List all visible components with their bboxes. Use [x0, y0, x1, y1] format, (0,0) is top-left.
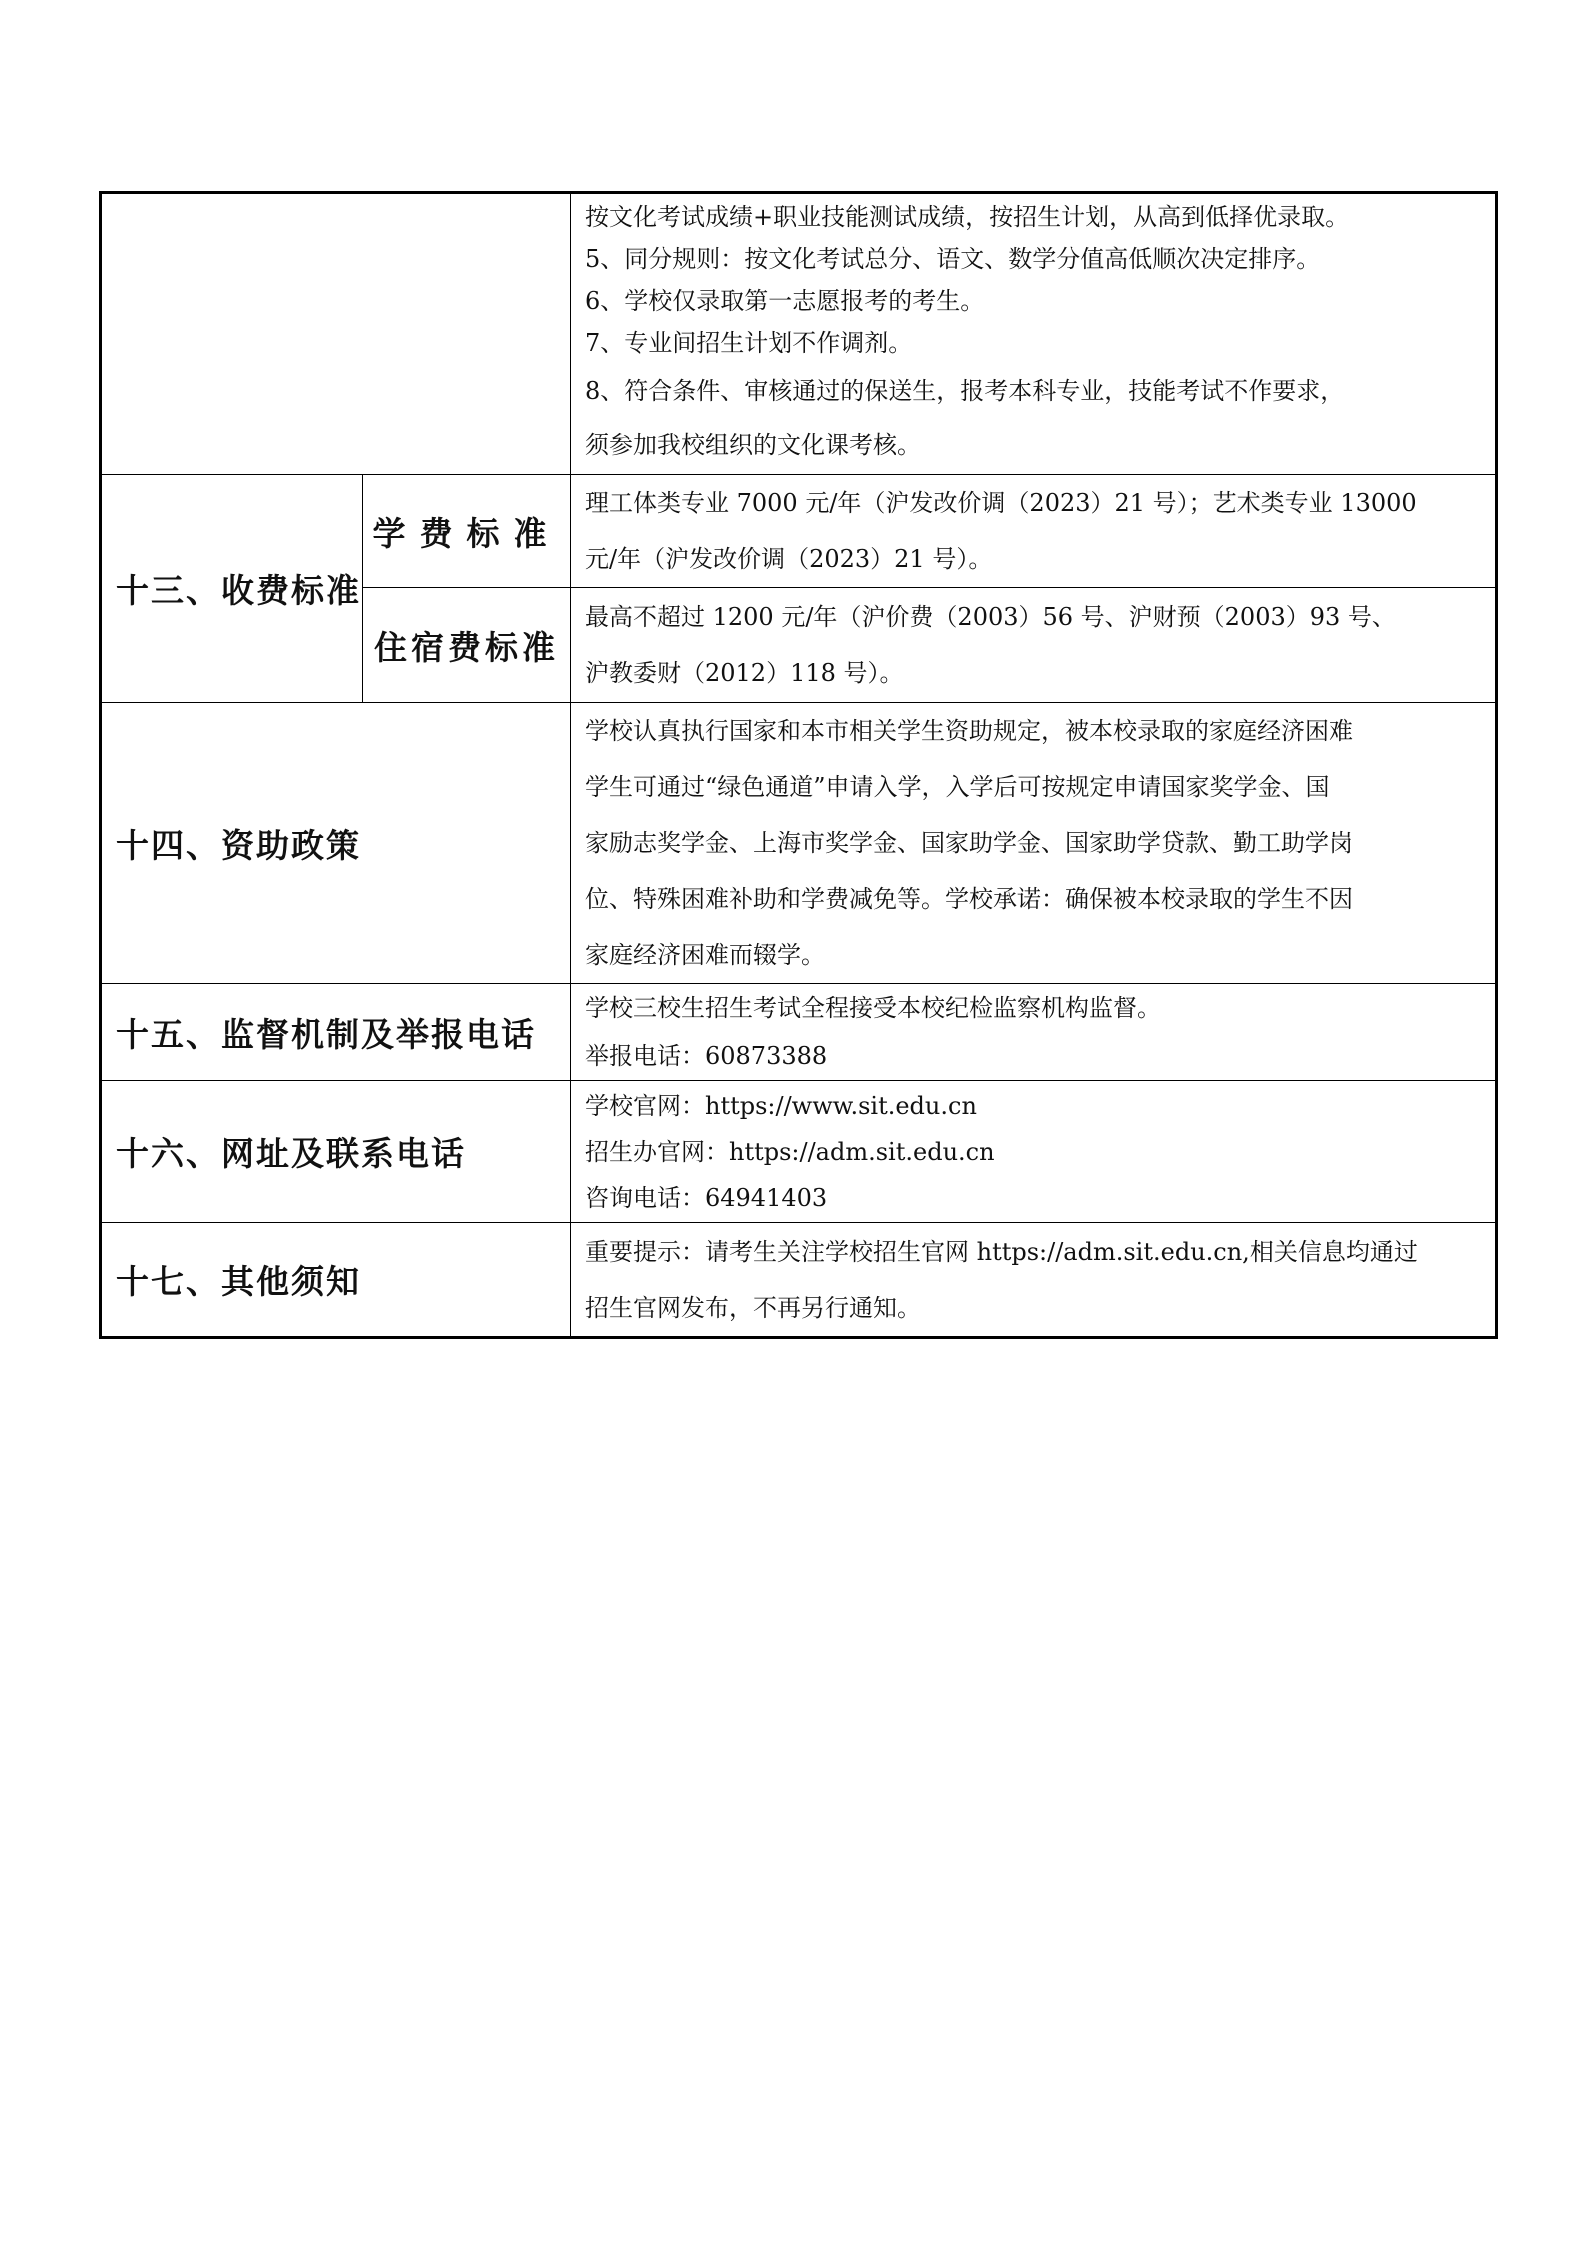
- fees-tuition-row: [101, 475, 1497, 588]
- other-line: 重要提示：请考生关注学校招生官网 https://adm.sit.edu.cn,相关信息均通过: [585, 1237, 1418, 1266]
- supervision-line: 学校三校生招生考试全程接受本校纪检监察机构监督。: [585, 994, 1161, 1022]
- other-row: [101, 1223, 1497, 1338]
- supervision-row: [101, 984, 1497, 1081]
- rules-line: 按文化考试成绩+职业技能测试成绩，按招生计划，从高到低择优录取。: [585, 203, 1350, 231]
- tuition-content: [571, 475, 1497, 588]
- lodging-line: 最高不超过 1200 元/年（沪价费（2003）56 号、沪财预（2003）93 号、: [585, 603, 1396, 631]
- rules-line: 8、符合条件、审核通过的保送生，报考本科专业，技能考试不作要求，: [585, 377, 1345, 405]
- supervision-content: [571, 984, 1497, 1081]
- aid-row: [101, 703, 1497, 984]
- website-row: [101, 1081, 1497, 1223]
- aid-line: 家励志奖学金、上海市奖学金、国家助学金、国家助学贷款、勤工助学岗: [585, 829, 1353, 857]
- admission-info-table: [99, 191, 1498, 1339]
- supervision-section-label: 十五、监督机制及举报电话: [101, 984, 571, 1081]
- aid-line: 家庭经济困难而辍学。: [585, 941, 825, 969]
- supervision-line: 举报电话：60873388: [585, 1042, 828, 1070]
- aid-line: 学生可通过“绿色通道”申请入学，入学后可按规定申请国家奖学金、国: [585, 773, 1330, 801]
- fees-section-label: 十三、收费标准: [101, 475, 363, 703]
- rules-continued-content: [571, 193, 1497, 475]
- other-section-label: 十七、其他须知: [101, 1223, 571, 1338]
- rules-line: 7、专业间招生计划不作调剂。: [585, 329, 913, 357]
- tuition-label: 学费标准: [363, 475, 571, 588]
- aid-content: [571, 703, 1497, 984]
- website-content: [571, 1081, 1497, 1223]
- website-line: 学校官网：https://www.sit.edu.cn: [585, 1091, 977, 1120]
- aid-line: 学校认真执行国家和本市相关学生资助规定，被本校录取的家庭经济困难: [585, 717, 1353, 745]
- aid-section-label: 十四、资助政策: [101, 703, 571, 984]
- rules-line: 5、同分规则：按文化考试总分、语文、数学分值高低顺次决定排序。: [585, 245, 1321, 273]
- lodging-line: 沪教委财（2012）118 号）。: [585, 659, 904, 687]
- lodging-label: 住宿费标准: [363, 588, 571, 703]
- other-content: [571, 1223, 1497, 1338]
- rules-continued-row: [101, 193, 1497, 475]
- other-line: 招生官网发布，不再另行通知。: [585, 1293, 921, 1322]
- website-section-label: 十六、网址及联系电话: [101, 1081, 571, 1223]
- tuition-line: 元/年（沪发改价调（2023）21 号）。: [585, 545, 993, 573]
- lodging-content: [571, 588, 1497, 703]
- rules-continued-label-cell: [101, 193, 571, 475]
- rules-line: 6、学校仅录取第一志愿报考的考生。: [585, 287, 985, 315]
- tuition-line: 理工体类专业 7000 元/年（沪发改价调（2023）21 号）；艺术类专业 13000: [585, 489, 1417, 517]
- website-line: 咨询电话：64941403: [585, 1183, 828, 1212]
- rules-line: 须参加我校组织的文化课考核。: [585, 431, 921, 459]
- aid-line: 位、特殊困难补助和学费减免等。学校承诺：确保被本校录取的学生不因: [585, 885, 1353, 913]
- website-line: 招生办官网：https://adm.sit.edu.cn: [585, 1137, 995, 1166]
